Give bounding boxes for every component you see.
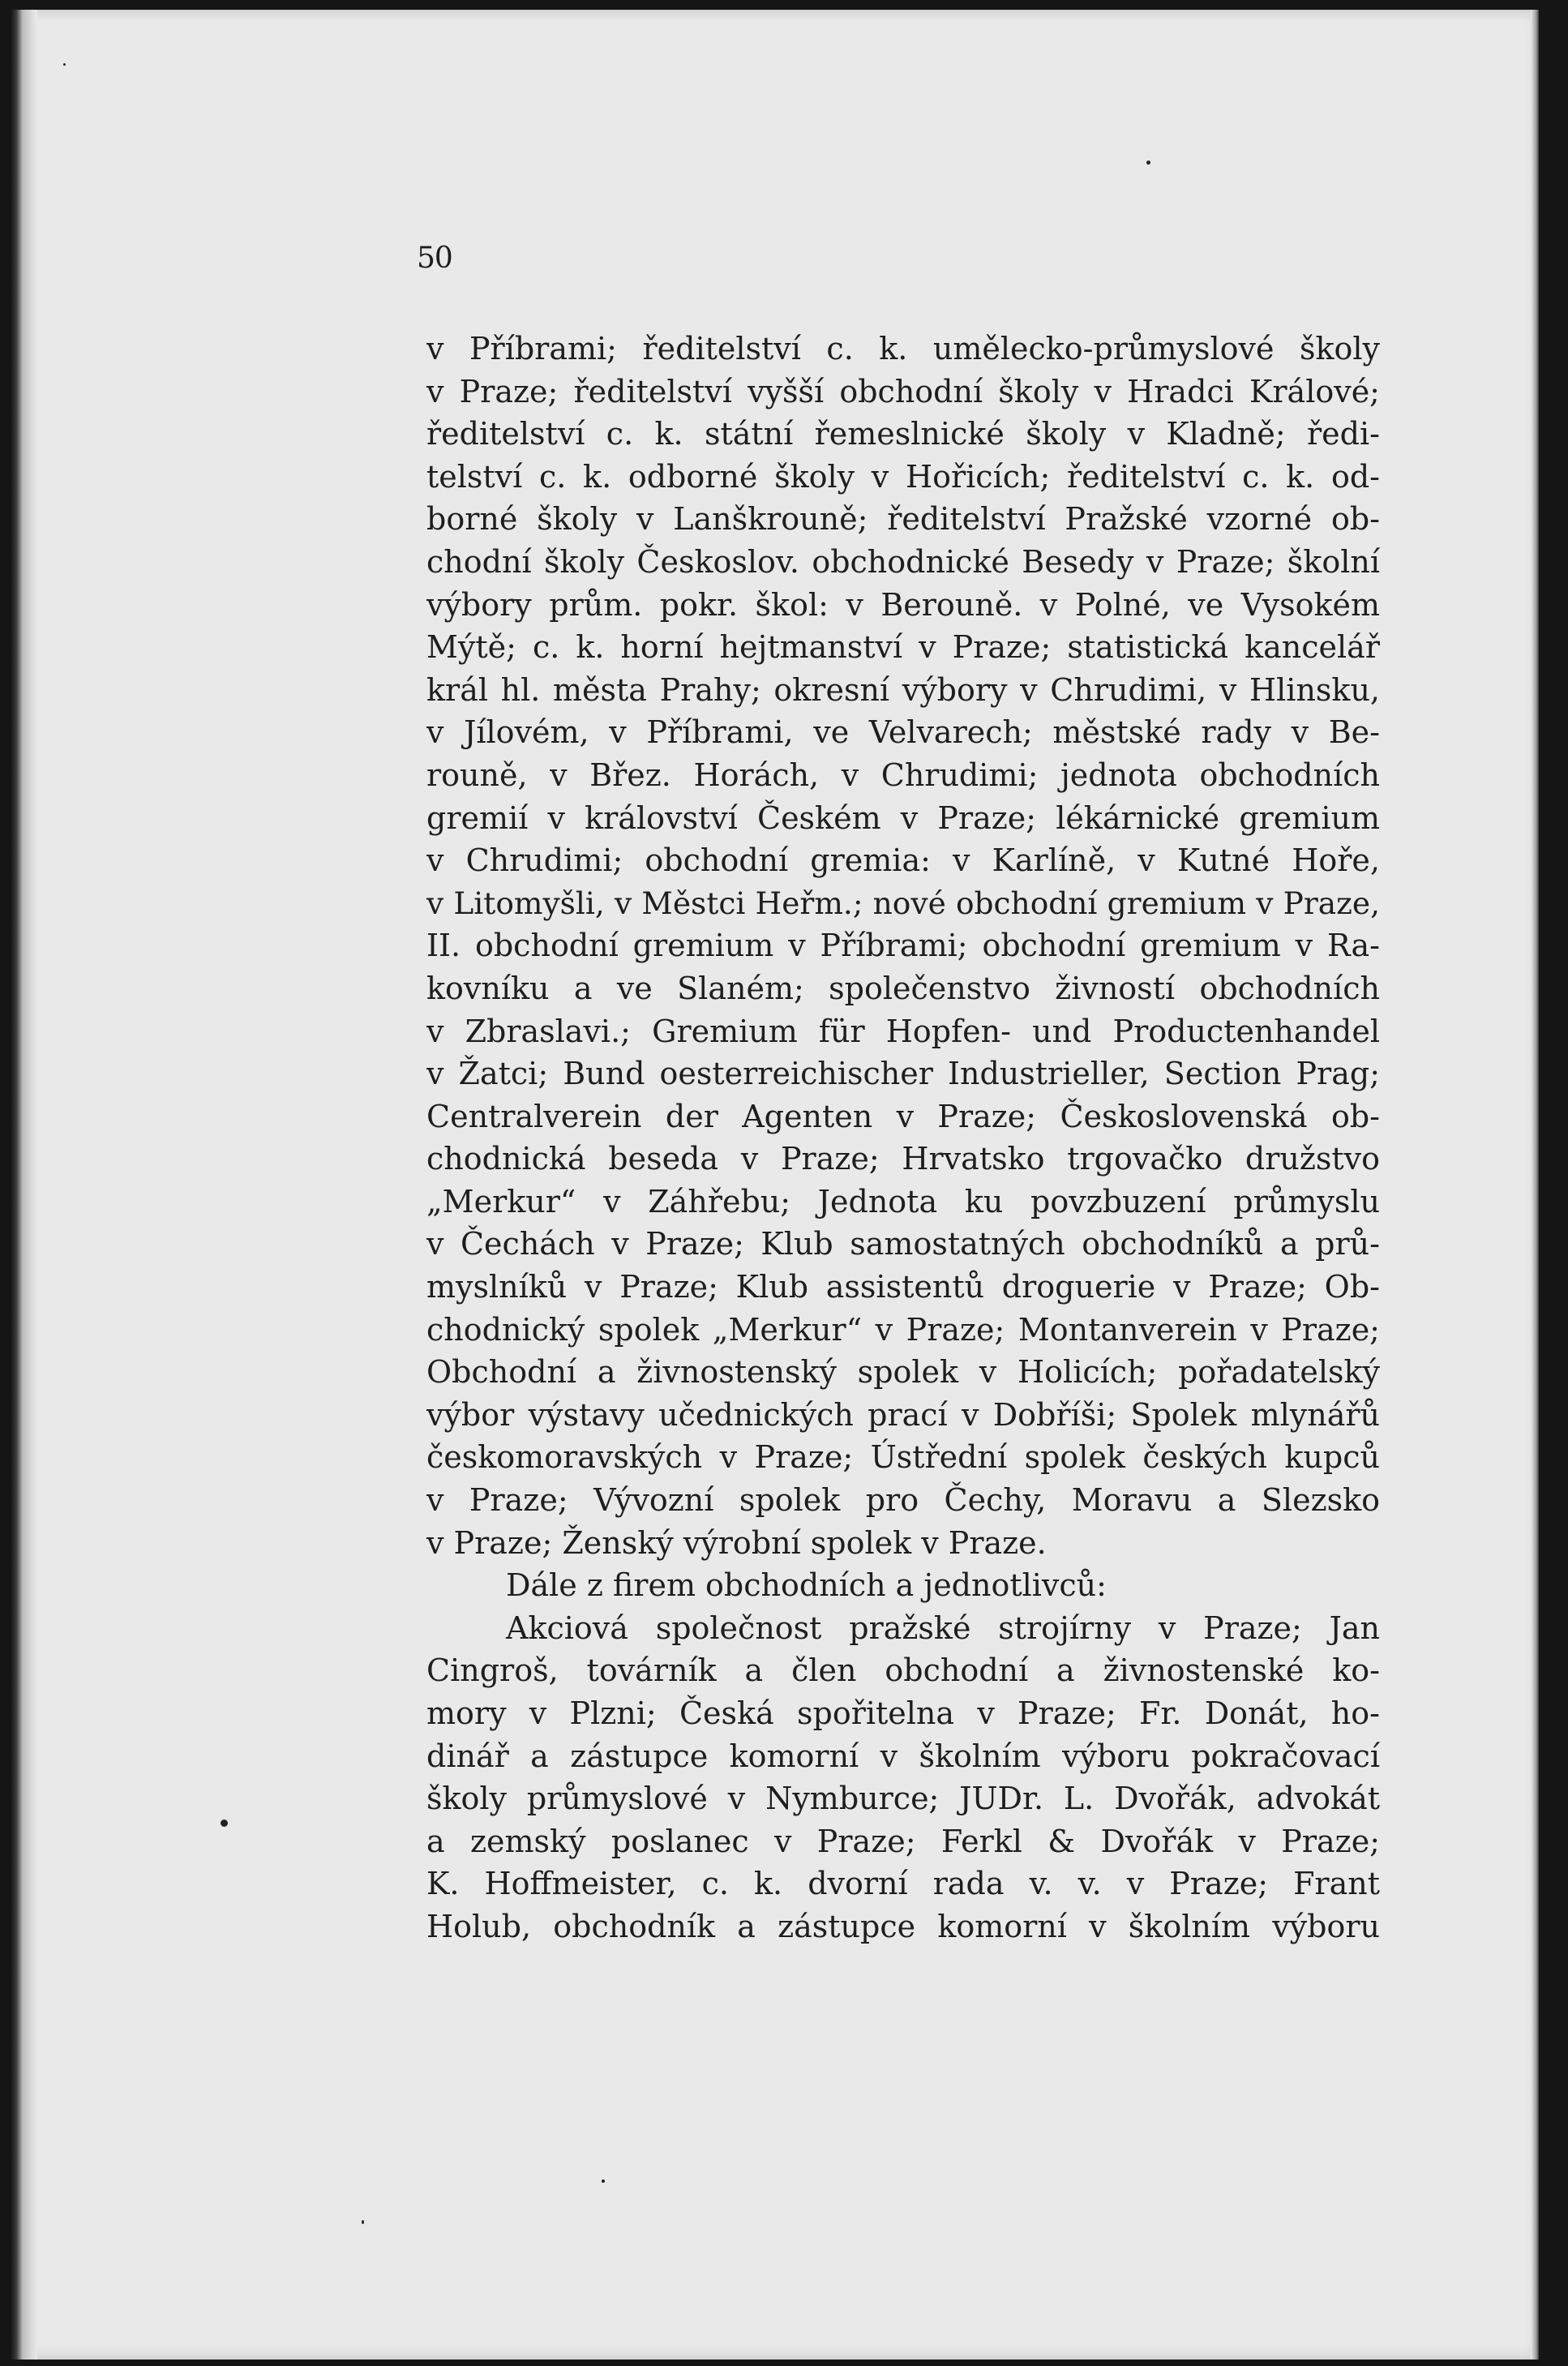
- text-line: v Příbrami; ředitelství c. k. umělecko-průmyslové školy: [426, 331, 1380, 366]
- text-line: v Praze; Ženský výrobní spolek v Praze.: [426, 1524, 1047, 1561]
- text-line: král hl. města Prahy; okresní výbory v Chrudimi, v Hlinsku,: [426, 671, 1380, 708]
- text-line: rouně, v Břez. Horách, v Chrudimi; jednota obchodních: [426, 757, 1380, 793]
- dust-speck: [1146, 161, 1150, 165]
- text-line: v Praze; ředitelství vyšší obchodní školy v Hradci Králové;: [426, 373, 1380, 409]
- text-line: kovníku a ve Slaném; společenstvo živností obchodních: [426, 970, 1380, 1006]
- text-line: v Zbraslavi.; Gremium für Hopfen- und Productenhandel: [426, 1013, 1380, 1049]
- paragraph-firms: [426, 1607, 1380, 1948]
- text-line: mory v Plzni; Česká spořitelna v Praze; Fr. Donát, ho-: [426, 1695, 1380, 1731]
- text-line: v Žatci; Bund oesterreichischer Industrieller, Section Prag;: [426, 1056, 1380, 1092]
- text-line: v Litomyšli, v Městci Heřm.; nové obchodní gremium v Praze,: [426, 885, 1380, 921]
- body-text: [426, 328, 1380, 1948]
- page-number: 50: [417, 242, 452, 275]
- text-line: v Praze; Vývozní spolek pro Čechy, Moravu a Slezsko: [426, 1482, 1380, 1519]
- text-line: výbory prům. pokr. škol: v Berouně. v Polné, ve Vysokém: [426, 586, 1380, 623]
- dust-speck: [221, 1820, 228, 1827]
- text-line: v Čechách v Praze; Klub samostatných obchodníků a prů-: [426, 1226, 1380, 1262]
- paragraph-institutions: [426, 328, 1380, 1564]
- dust-speck: [602, 2180, 605, 2183]
- text-line: telství c. k. odborné školy v Hořicích; ředitelství c. k. od-: [426, 458, 1380, 495]
- text-line: ředitelství c. k. státní řemeslnické školy v Kladně; ředi-: [426, 416, 1380, 452]
- text-line: borné školy v Lanškrouně; ředitelství Pražské vzorné ob-: [426, 501, 1380, 538]
- text-line: gremií v království Českém v Praze; lékárnické gremium: [426, 799, 1380, 836]
- text-line: chodní školy Českoslov. obchodnické Besedy v Praze; školní: [426, 543, 1380, 580]
- text-line: Centralverein der Agenten v Praze; Československá ob-: [426, 1098, 1380, 1134]
- text-line: Obchodní a živnostenský spolek v Holicích; pořadatelský: [426, 1354, 1380, 1391]
- text-line: Dále z firem obchodních a jednotlivců:: [506, 1567, 1107, 1604]
- text-line: dinář a zástupce komorní v školním výboru pokračovací: [426, 1738, 1380, 1774]
- text-line: Cingroš, továrník a člen obchodní a živnostenské ko-: [426, 1652, 1380, 1689]
- text-line: myslníků v Praze; Klub assistentů droguerie v Praze; Ob-: [426, 1269, 1380, 1305]
- text-line: školy průmyslové v Nymburce; JUDr. L. Dvořák, advokát: [426, 1781, 1380, 1817]
- text-line: chodnický spolek „Merkur“ v Praze; Montanverein v Praze;: [426, 1311, 1380, 1348]
- text-line: II. obchodní gremium v Příbrami; obchodní gremium v Ra-: [426, 928, 1380, 964]
- text-line: „Merkur“ v Záhřebu; Jednota ku povzbuzení průmyslu: [426, 1183, 1380, 1219]
- right-edge-shadow: [1531, 10, 1539, 2360]
- text-line: K. Hoffmeister, c. k. dvorní rada v. v. v Praze; Frant: [426, 1866, 1380, 1902]
- binding-edge-shadow: [11, 10, 37, 2360]
- text-line: Akciová společnost pražské strojírny v Praze; Jan: [506, 1609, 1380, 1646]
- text-line: Holub, obchodník a zástupce komorní v školním výboru: [426, 1908, 1380, 1944]
- paragraph-intro-firms: [426, 1564, 1380, 1607]
- text-line: chodnická beseda v Praze; Hrvatsko trgovačko družstvo: [426, 1141, 1380, 1177]
- dust-speck: [362, 2220, 364, 2224]
- text-line: českomoravských v Praze; Ústřední spolek českých kupců: [426, 1439, 1380, 1476]
- text-line: v Jílovém, v Příbrami, ve Velvarech; městské rady v Be-: [426, 714, 1380, 751]
- text-line: v Chrudimi; obchodní gremia: v Karlíně, v Kutné Hoře,: [426, 842, 1380, 879]
- text-line: Mýtě; c. k. horní hejtmanství v Praze; statistická kancelář: [426, 629, 1380, 666]
- text-line: výbor výstavy učednických prací v Dobříši; Spolek mlynářů: [426, 1396, 1380, 1433]
- text-line: a zemský poslanec v Praze; Ferkl & Dvořák v Praze;: [426, 1823, 1380, 1859]
- scanned-page: [11, 10, 1539, 2360]
- dust-speck: [63, 63, 66, 66]
